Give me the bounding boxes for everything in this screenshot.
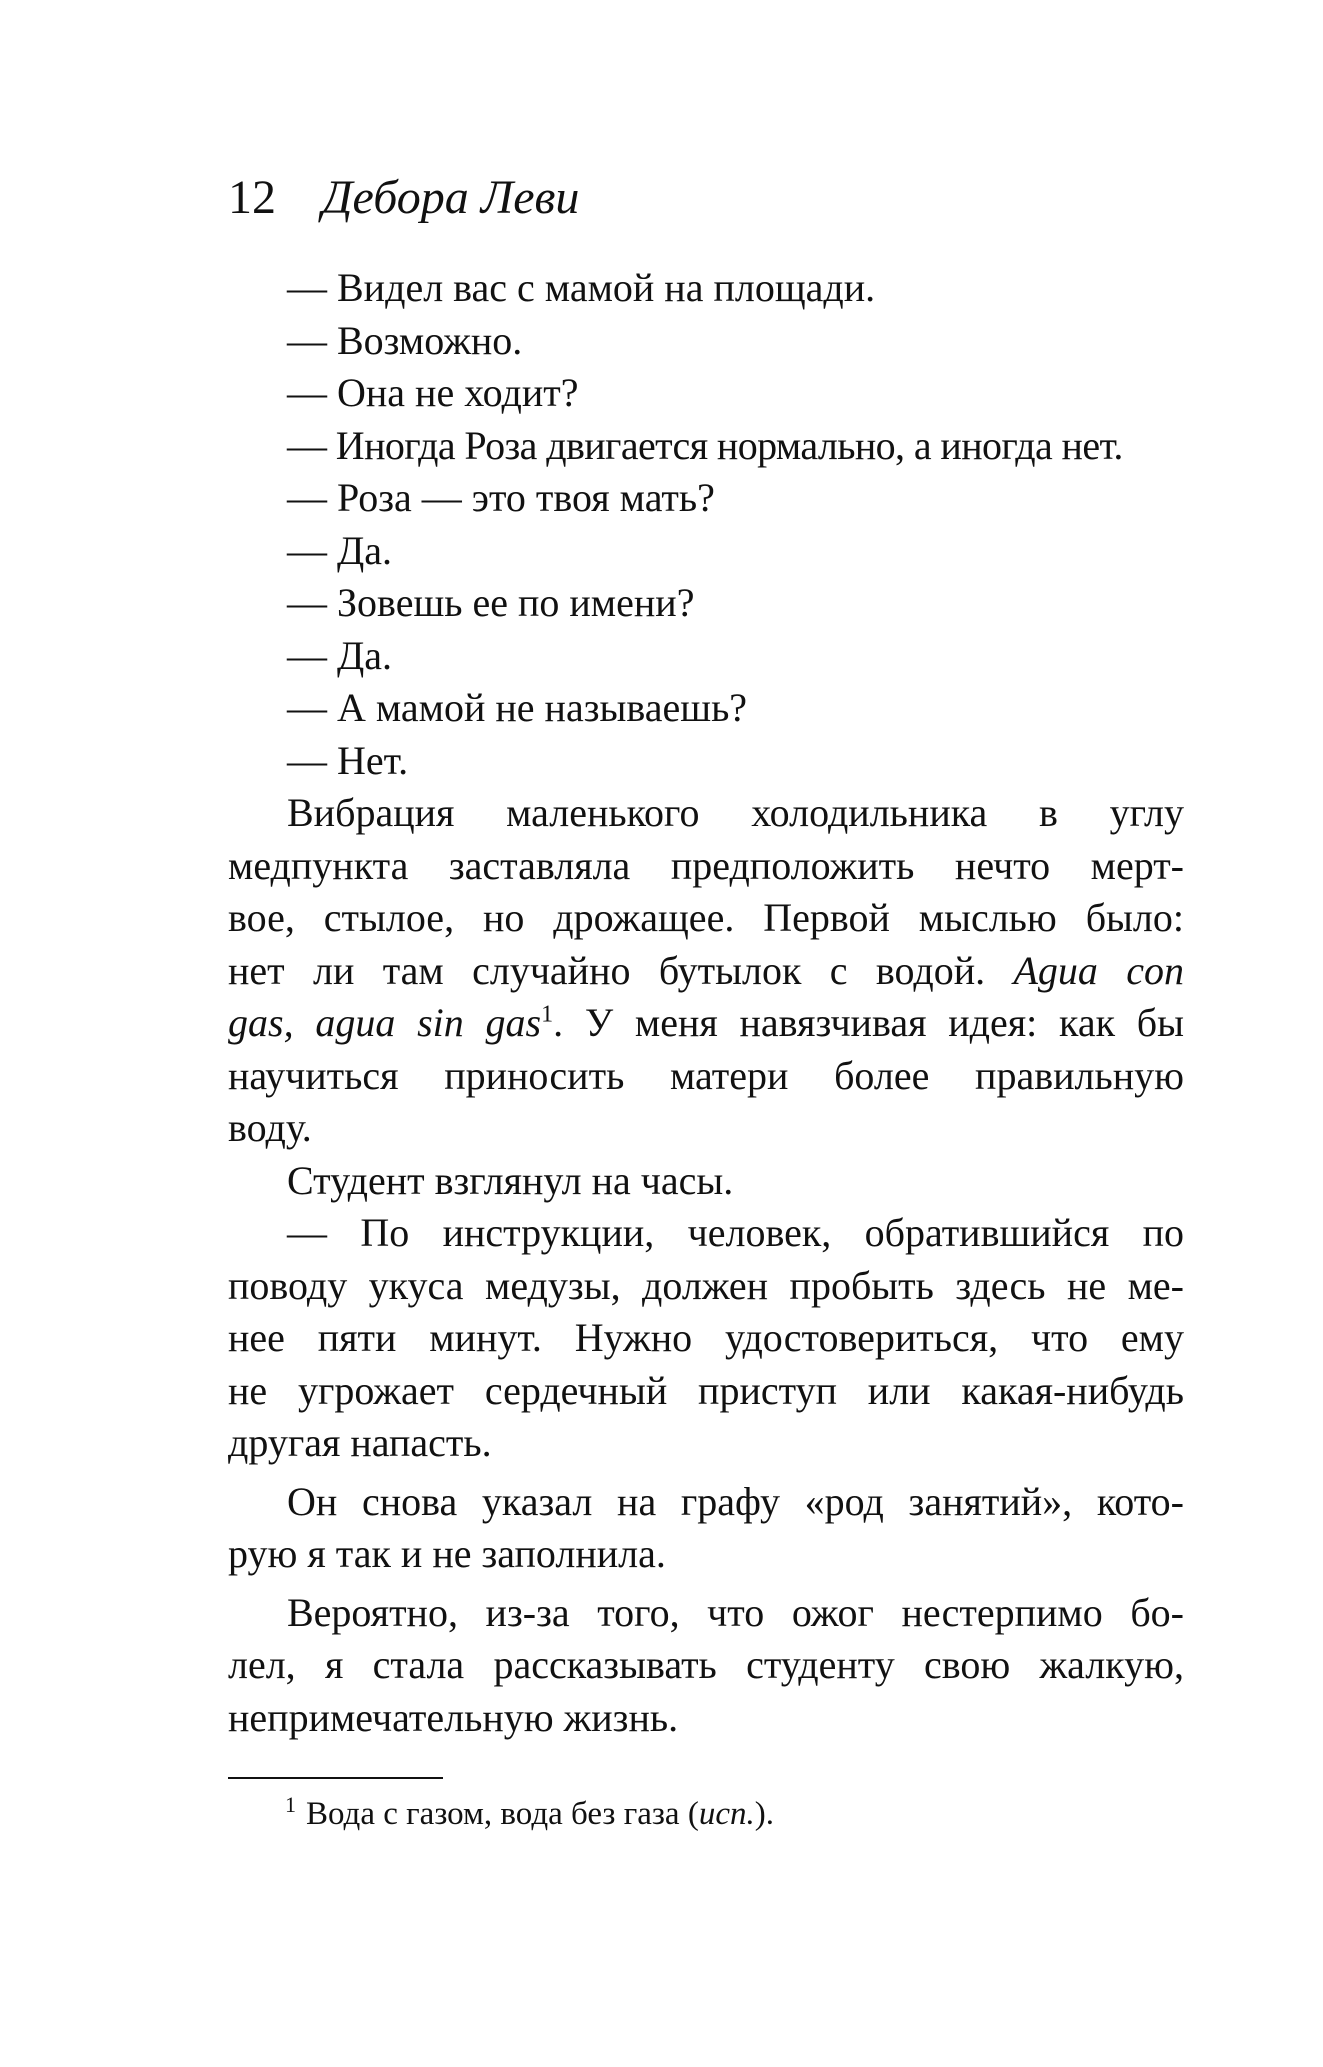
page-header	[228, 168, 579, 228]
paragraph-line: Студент взглянул на часы.	[287, 1157, 734, 1203]
paragraph-line: Вероятно, из-за того, что ожог нестерпимо бо-	[287, 1589, 1184, 1635]
paragraph-text: нет ли там случайно бутылок с водой.	[228, 947, 986, 993]
paragraph-line: — По инструкции, человек, обратившийся по	[287, 1210, 1184, 1255]
footnote	[285, 1792, 774, 1836]
dialogue-line: — Возможно.	[287, 317, 523, 363]
paragraph-line: научиться приносить матери более правильную	[228, 1052, 1184, 1098]
dialogue-line: — Нет.	[287, 737, 409, 783]
paragraph-line: лел, я стала рассказывать студенту свою жалкую,	[228, 1642, 1184, 1687]
running-title: Дебора Леви	[322, 171, 580, 224]
footnote-marker: 1	[285, 1792, 296, 1817]
dialogue-line: — А мамой не называешь?	[287, 685, 748, 730]
dialogue-line: — Да.	[287, 632, 393, 678]
paragraph-line: не угрожает сердечный приступ или какая-нибудь	[228, 1367, 1184, 1413]
dialogue-line: — Да.	[287, 527, 393, 573]
dialogue-line: — Зовешь ее по имени?	[287, 580, 695, 625]
dialogue-line: — Видел вас с мамой на площади.	[287, 265, 876, 310]
footnote-italic: исп.	[698, 1796, 755, 1832]
paragraph-line: вое, стылое, но дрожащее. Первой мыслью было:	[228, 895, 1184, 940]
paragraph-line: рую я так и не заполнила.	[228, 1531, 666, 1576]
paragraph-line: воду.	[228, 1105, 312, 1150]
footnote-reference: 1	[541, 1001, 554, 1028]
paragraph-text: . У меня навязчивая идея: как бы	[553, 1000, 1184, 1045]
paragraph-line: другая напасть.	[228, 1420, 492, 1465]
dialogue-line: — Роза — это твоя мать?	[287, 475, 715, 520]
paragraph-line: нее пяти минут. Нужно удостовериться, что ему	[228, 1315, 1184, 1360]
body-text	[228, 262, 1184, 1744]
dialogue-line: — Она не ходит?	[287, 370, 579, 415]
footnote-divider	[228, 1777, 443, 1779]
paragraph-line: непримечательную жизнь.	[228, 1694, 679, 1740]
paragraph-line: поводу укуса медузы, должен пробыть здесь не ме-	[228, 1262, 1184, 1308]
paragraph-line: медпункта заставляла предположить нечто мерт-	[228, 842, 1184, 888]
paragraph-line	[228, 997, 1184, 1050]
page-number: 12	[228, 171, 276, 224]
italic-phrase: Agua con	[1013, 947, 1184, 993]
footnote-closing: ).	[754, 1796, 774, 1832]
footnote-text: Вода с газом, вода без газа (	[306, 1796, 699, 1832]
dialogue-line: — Иногда Роза двигается нормально, а иногда нет.	[287, 422, 1123, 468]
italic-phrase: gas, agua sin gas	[228, 1000, 542, 1045]
paragraph-line: Вибрация маленького холодильника в углу	[287, 790, 1184, 835]
paragraph-line	[228, 945, 1184, 998]
paragraph-line: Он снова указал на графу «род занятий», кото-	[287, 1478, 1184, 1524]
